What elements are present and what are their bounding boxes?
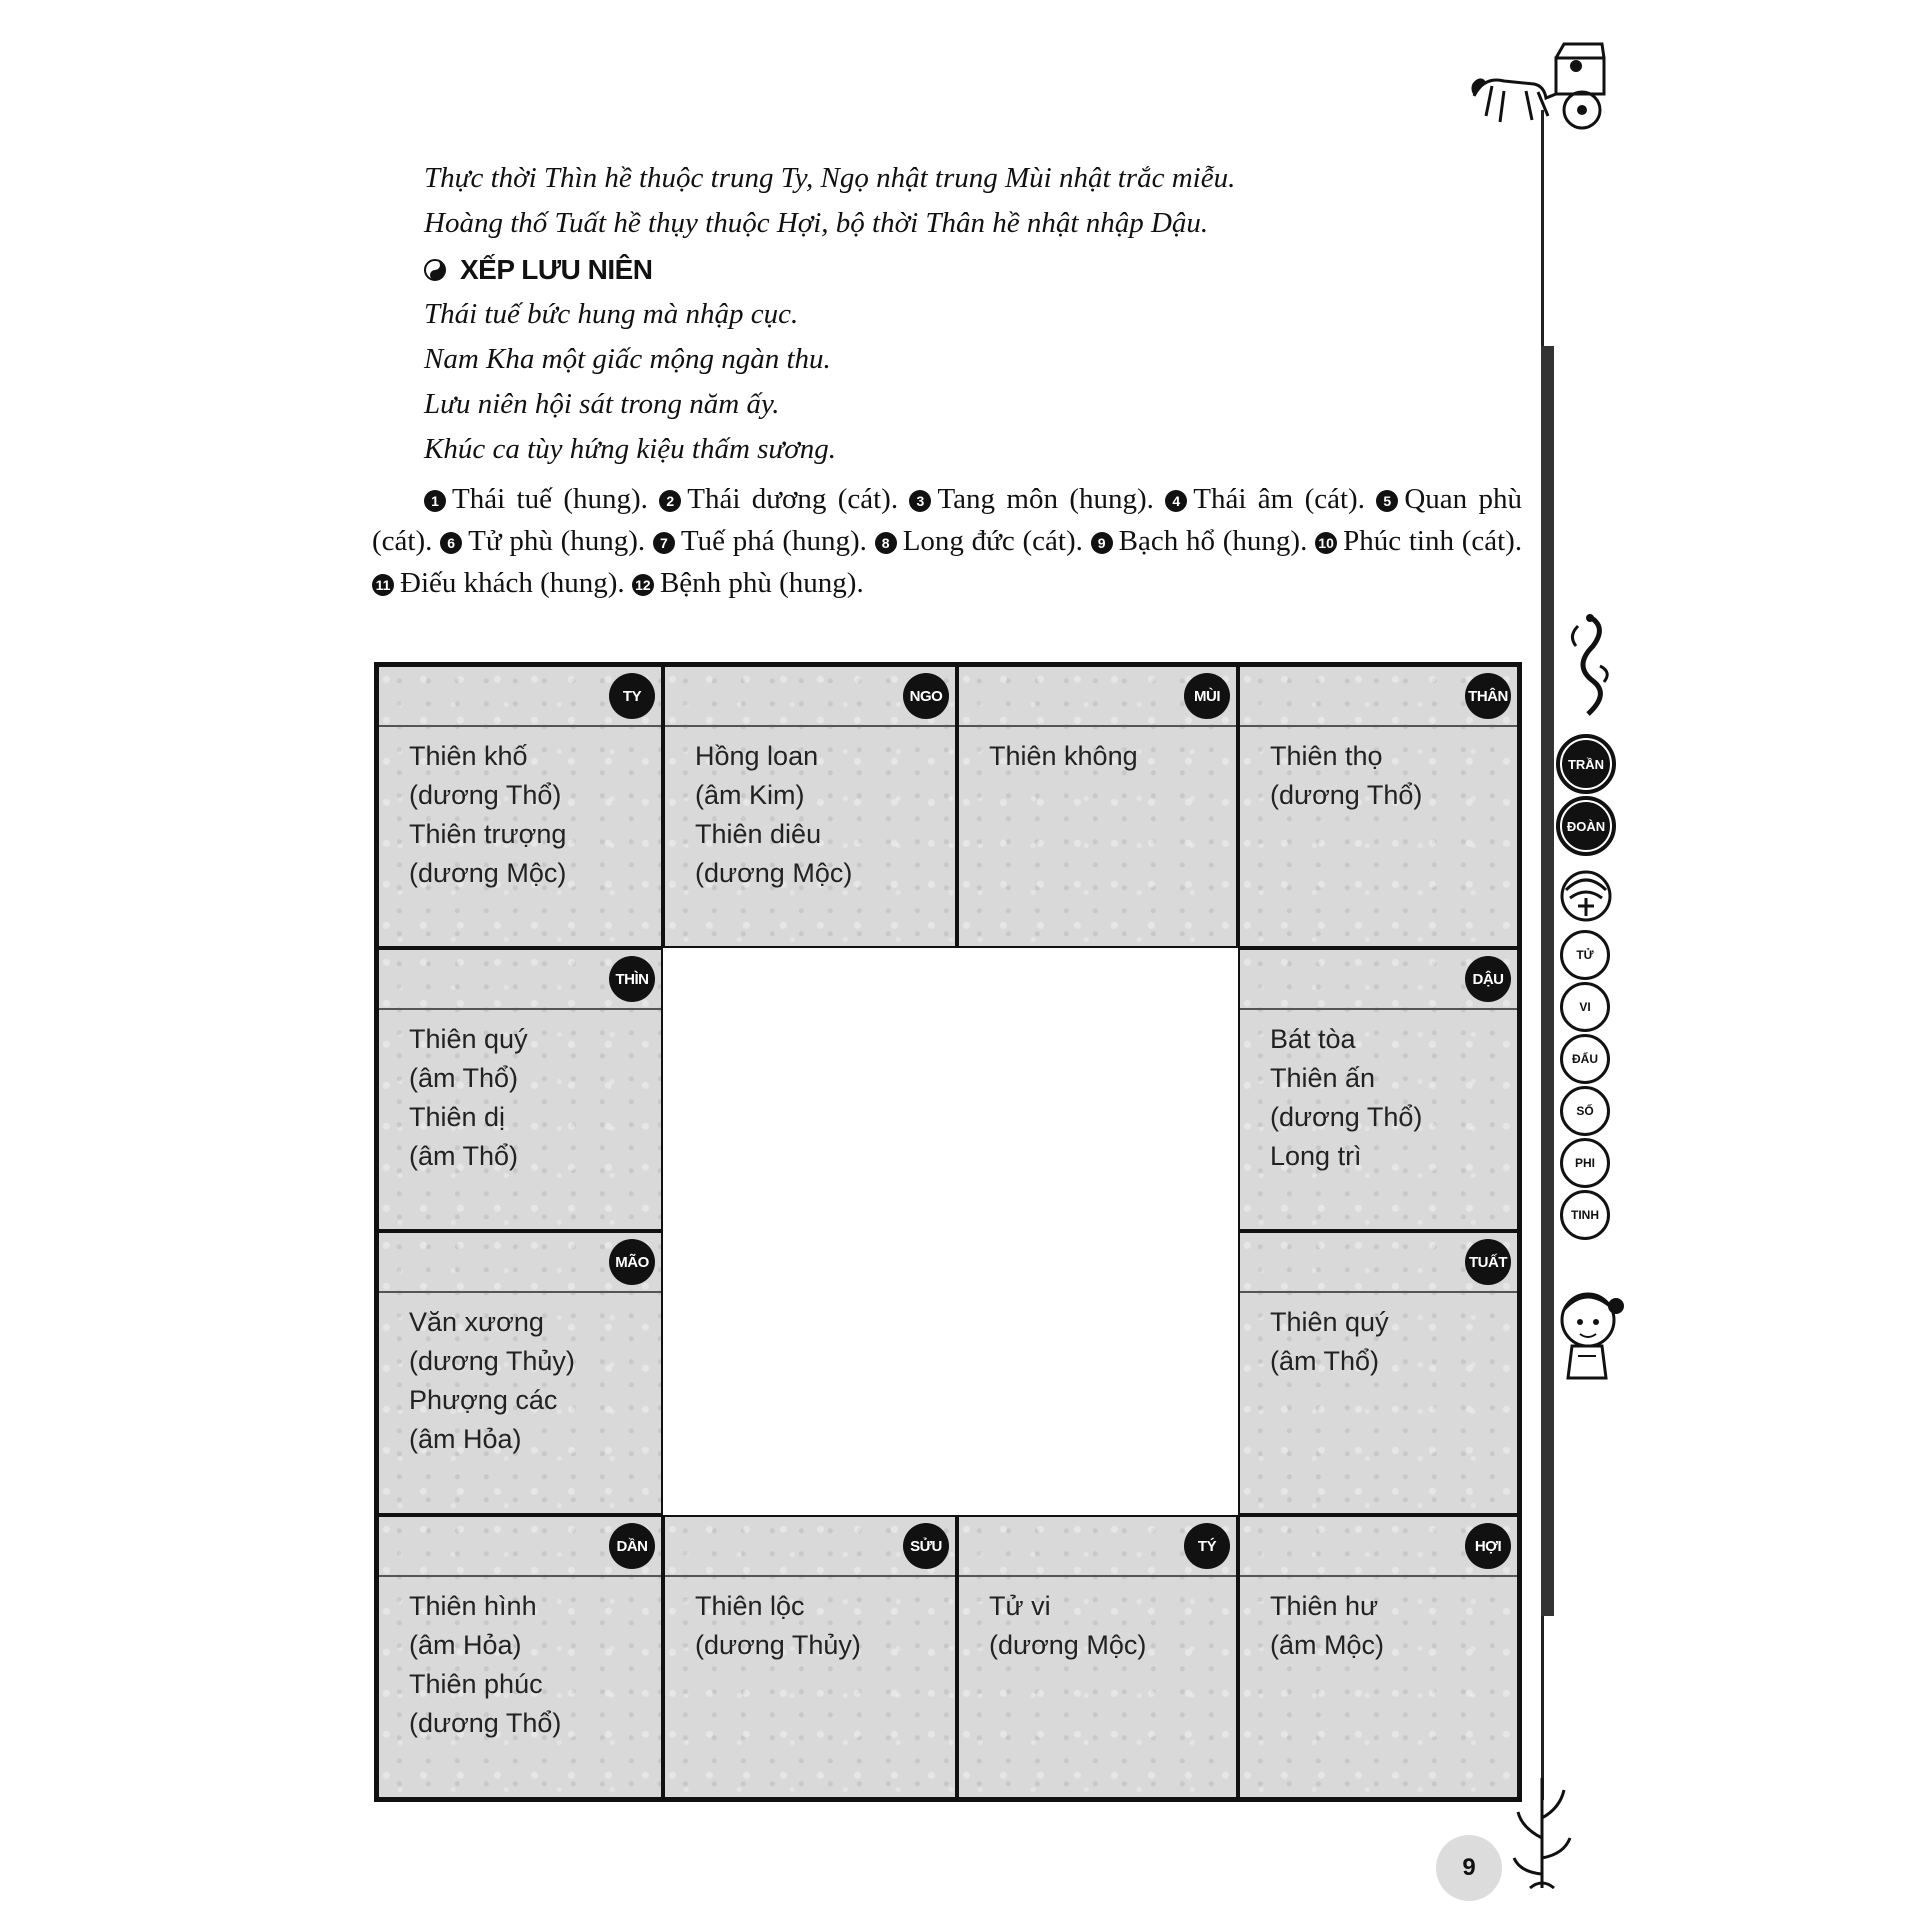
side-title-badge: ĐOÀN <box>1556 796 1616 856</box>
star-line: (dương Thổ) <box>1270 780 1423 810</box>
palace-header <box>379 1233 661 1293</box>
list-number-badge: 8 <box>875 532 897 554</box>
palace-header <box>1240 1233 1517 1293</box>
star-line: Long trì <box>1270 1141 1362 1171</box>
star-line: (dương Mộc) <box>989 1630 1147 1660</box>
star-line: Thiên trượng <box>409 819 567 849</box>
palace-cell-mao <box>377 1231 663 1515</box>
palace-header <box>379 950 661 1010</box>
palace-star-list <box>409 737 566 893</box>
palace-header <box>379 1517 661 1577</box>
palace-badge: SỬU <box>903 1523 949 1569</box>
list-item-text: Tuế phá (hung). <box>680 525 867 557</box>
list-item-text: Thái tuế (hung). <box>452 483 648 515</box>
margin-bar <box>1541 346 1554 1616</box>
star-line: (âm Kim) <box>695 780 805 810</box>
palace-cell-than <box>1238 665 1519 948</box>
star-line: (âm Thổ) <box>409 1063 519 1093</box>
palace-cell-ty-top <box>377 665 663 948</box>
star-line: Thiên diêu <box>695 819 822 849</box>
palace-badge: TUẤT <box>1465 1239 1511 1285</box>
palace-cell-ty-bot <box>957 1515 1238 1799</box>
palace-badge: TÝ <box>1184 1523 1230 1569</box>
palace-badge: MÙI <box>1184 673 1230 719</box>
ornament-icon <box>1556 864 1616 926</box>
palace-header <box>379 667 661 727</box>
list-item-text: Quan phù (cát). <box>372 483 1523 557</box>
palace-star-list <box>989 737 1138 776</box>
side-subtitle-badge: VI <box>1560 982 1610 1032</box>
verse-line: Lưu niên hội sát trong năm ấy. <box>424 388 780 420</box>
palace-badge: DẦN <box>609 1523 655 1569</box>
verse-line: Nam Kha một giấc mộng ngàn thu. <box>424 343 831 375</box>
palace-header <box>1240 950 1517 1010</box>
section-heading-text: XẾP LƯU NIÊN <box>460 254 653 285</box>
list-item-text: Thái âm (cát). <box>1193 483 1365 515</box>
list-item-text: Long đức (cát). <box>902 525 1083 557</box>
star-list-paragraph <box>372 478 1522 604</box>
side-subtitle-badge: SỐ <box>1560 1086 1610 1136</box>
side-subtitle-badge: TINH <box>1560 1190 1610 1240</box>
list-number-badge: 12 <box>632 574 654 596</box>
page-number: 9 <box>1436 1835 1502 1901</box>
list-number-badge: 10 <box>1315 532 1337 554</box>
palace-badge: MÃO <box>609 1239 655 1285</box>
star-line: (âm Thổ) <box>1270 1346 1380 1376</box>
palace-badge: DẬU <box>1465 956 1511 1002</box>
star-line: Phượng các <box>409 1385 558 1415</box>
side-title-badge: TRẦN <box>1556 734 1616 794</box>
star-line: (âm Hỏa) <box>409 1424 522 1454</box>
list-item-text: Tử phù (hung). <box>468 525 646 557</box>
horse-carriage-icon <box>1464 36 1614 136</box>
list-item-text: Thái dương (cát). <box>687 483 899 515</box>
palace-cell-hoi <box>1238 1515 1519 1799</box>
palace-star-list <box>1270 737 1422 815</box>
palace-badge: THÌN <box>609 956 655 1002</box>
verse-line: Thực thời Thìn hề thuộc trung Ty, Ngọ nhật trung Mùi nhật trắc miễu. <box>424 162 1236 194</box>
text-block <box>372 156 1522 604</box>
palace-star-list <box>409 1303 575 1459</box>
plant-ornament-icon <box>1500 1778 1580 1898</box>
palace-cell-suu <box>663 1515 957 1799</box>
star-line: Thiên khố <box>409 741 528 771</box>
star-line: (dương Mộc) <box>695 858 853 888</box>
list-number-badge: 4 <box>1165 490 1187 512</box>
palace-header <box>1240 667 1517 727</box>
list-number-badge: 6 <box>440 532 462 554</box>
list-item-text: Điếu khách (hung). <box>400 567 625 599</box>
palace-star-list <box>1270 1020 1422 1176</box>
star-line: (âm Hỏa) <box>409 1630 522 1660</box>
palace-star-list <box>1270 1587 1384 1665</box>
palace-cell-ngo <box>663 665 957 948</box>
list-item-text: Bệnh phù (hung). <box>659 567 864 599</box>
chart-center <box>663 948 1238 1515</box>
star-line: (dương Thổ) <box>409 1708 562 1738</box>
palace-header <box>665 667 955 727</box>
verse-line: Khúc ca tùy hứng kiệu thấm sương. <box>424 433 836 465</box>
palace-header <box>1240 1517 1517 1577</box>
star-line: Bát tòa <box>1270 1024 1356 1054</box>
palace-star-list <box>409 1020 528 1176</box>
star-line: Thiên không <box>989 741 1138 771</box>
star-line: (âm Mộc) <box>1270 1630 1384 1660</box>
palace-star-list <box>409 1587 561 1743</box>
child-mascot-icon <box>1556 1282 1626 1392</box>
star-line: Thiên quý <box>1270 1307 1389 1337</box>
list-number-badge: 11 <box>372 574 394 596</box>
list-item-text: Phúc tinh (cát). <box>1343 525 1523 557</box>
side-title <box>1556 734 1620 1242</box>
palace-badge: THÂN <box>1465 673 1511 719</box>
palace-badge: HỢI <box>1465 1523 1511 1569</box>
list-number-badge: 5 <box>1376 490 1398 512</box>
star-line: Thiên thọ <box>1270 741 1383 771</box>
list-item-text: Tang môn (hung). <box>937 483 1154 515</box>
star-line: (âm Thổ) <box>409 1141 519 1171</box>
palace-header <box>959 667 1236 727</box>
palace-cell-dan <box>377 1515 663 1799</box>
star-line: (dương Mộc) <box>409 858 567 888</box>
list-item-text: Bạch hổ (hung). <box>1118 525 1308 557</box>
palace-star-list <box>989 1587 1146 1665</box>
palace-header <box>959 1517 1236 1577</box>
star-line: Thiên quý <box>409 1024 528 1054</box>
dragon-icon <box>1548 606 1618 726</box>
palace-cell-thin <box>377 948 663 1231</box>
star-line: Tử vi <box>989 1591 1051 1621</box>
side-subtitle-badge: ĐẨU <box>1560 1034 1610 1084</box>
palace-star-list <box>695 737 852 893</box>
palace-cell-dau <box>1238 948 1519 1231</box>
list-number-badge: 2 <box>659 490 681 512</box>
verse-line: Hoàng thố Tuất hề thụy thuộc Hợi, bộ thời Thân hề nhật nhập Dậu. <box>424 207 1209 239</box>
star-line: (dương Thổ) <box>1270 1102 1423 1132</box>
star-line: Thiên hình <box>409 1591 537 1621</box>
star-line: Thiên lộc <box>695 1591 805 1621</box>
palace-badge: TY <box>609 673 655 719</box>
star-line: Thiên dị <box>409 1102 506 1132</box>
palace-badge: NGO <box>903 673 949 719</box>
side-subtitle-badge: TỬ <box>1560 930 1610 980</box>
star-line: Thiên phúc <box>409 1669 543 1699</box>
palace-chart <box>374 662 1522 1802</box>
palace-cell-mui <box>957 665 1238 948</box>
side-subtitle-badge: PHI <box>1560 1138 1610 1188</box>
verse-line: Thái tuế bức hung mà nhập cục. <box>424 298 799 330</box>
list-number-badge: 1 <box>424 490 446 512</box>
list-number-badge: 7 <box>653 532 675 554</box>
star-line: (dương Thủy) <box>695 1630 861 1660</box>
palace-cell-tuat <box>1238 1231 1519 1515</box>
star-line: (dương Thủy) <box>409 1346 575 1376</box>
star-line: Thiên ấn <box>1270 1063 1376 1093</box>
star-line: Hồng loan <box>695 741 819 771</box>
yin-yang-icon <box>424 259 446 281</box>
list-number-badge: 3 <box>909 490 931 512</box>
palace-star-list <box>1270 1303 1389 1381</box>
star-line: (dương Thổ) <box>409 780 562 810</box>
list-number-badge: 9 <box>1091 532 1113 554</box>
palace-header <box>665 1517 955 1577</box>
palace-star-list <box>695 1587 861 1665</box>
star-line: Thiên hư <box>1270 1591 1379 1621</box>
section-heading <box>424 254 1522 286</box>
star-line: Văn xương <box>409 1307 544 1337</box>
